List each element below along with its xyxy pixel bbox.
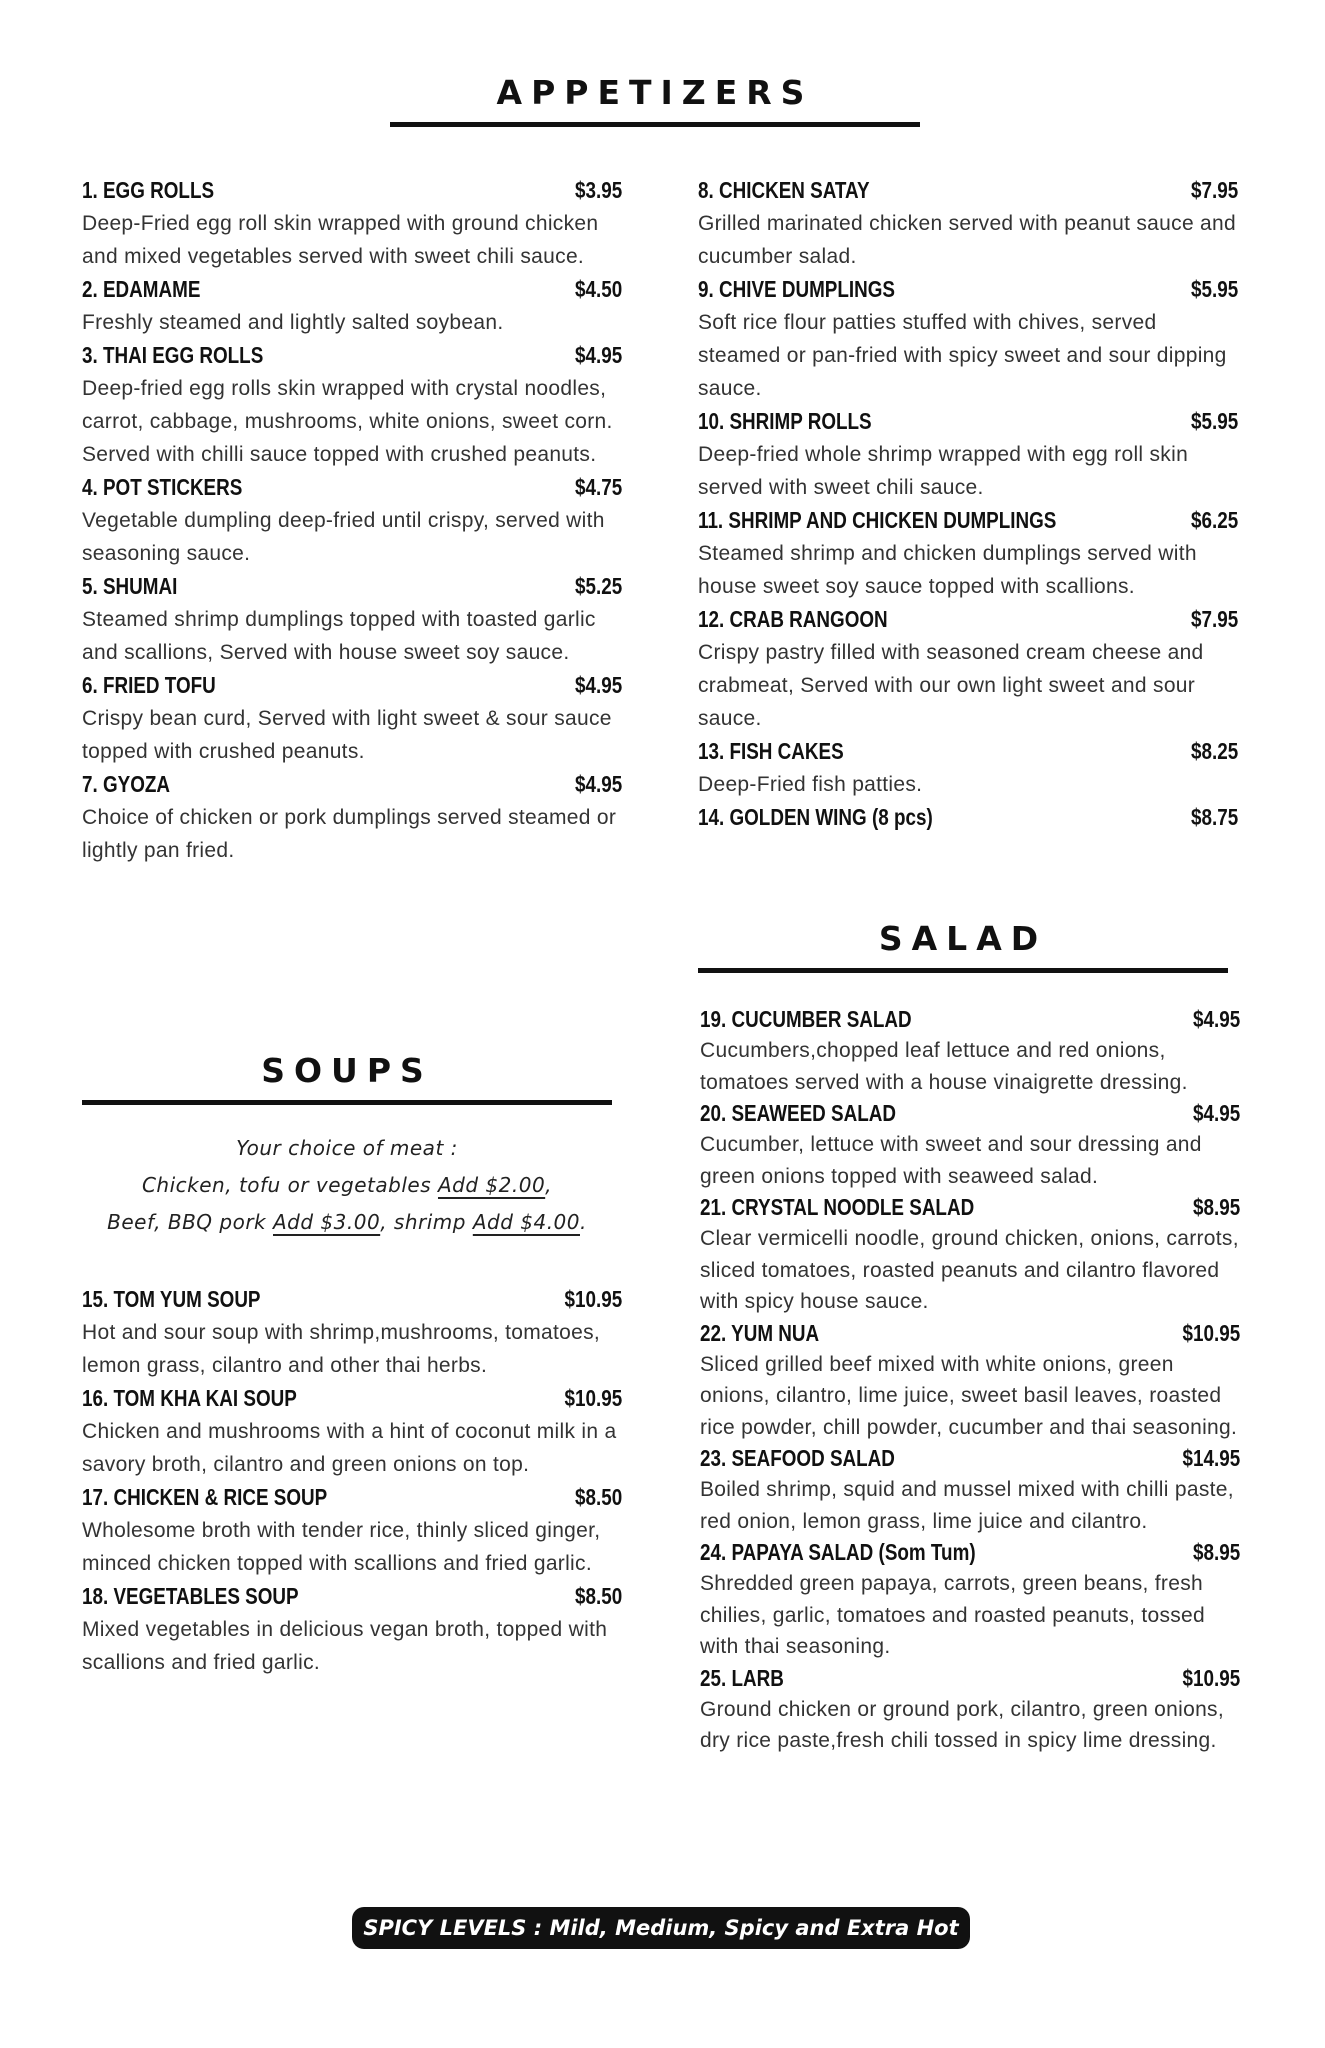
salad-heading: [698, 918, 1228, 973]
menu-item-name: 18. VEGETABLES SOUP: [82, 1583, 299, 1609]
menu-item-price: $10.95: [1182, 1319, 1241, 1346]
menu-item-price: $10.95: [1182, 1664, 1241, 1691]
salad-list: [700, 1004, 1240, 1757]
menu-item: [698, 603, 1238, 735]
menu-item-header: [700, 1192, 1240, 1223]
menu-item-name: 12. CRAB RANGOON: [698, 606, 888, 632]
salad-title: SALAD: [698, 918, 1228, 973]
appetizers-heading: [390, 72, 920, 127]
soup-addon-price: Add $3.00: [273, 1210, 381, 1234]
appetizers-left-column: [82, 174, 622, 867]
menu-item-name: 4. POT STICKERS: [82, 474, 243, 500]
menu-item-name: 10. SHRIMP ROLLS: [698, 408, 872, 434]
menu-item-name: 3. THAI EGG ROLLS: [82, 342, 264, 368]
soups-heading: [82, 1050, 612, 1105]
menu-item-name: 17. CHICKEN & RICE SOUP: [82, 1484, 328, 1510]
menu-item-description: Freshly steamed and lightly salted soybean.: [82, 311, 504, 334]
menu-item-header: [82, 1382, 622, 1415]
menu-item: [700, 1192, 1240, 1318]
menu-item: [82, 1382, 622, 1481]
menu-item-description: Choice of chicken or pork dumplings served steamed or lightly pan fried.: [82, 806, 617, 862]
menu-item-description: Crispy bean curd, Served with light sweet & sour sauce topped with crushed peanuts.: [82, 707, 612, 763]
menu-item: [698, 273, 1238, 405]
menu-item-price: $8.50: [575, 1484, 623, 1510]
soup-note-text: Chicken, tofu or vegetables: [141, 1173, 438, 1197]
menu-item-header: [82, 1283, 622, 1316]
soup-note-text: ,: [545, 1173, 553, 1197]
menu-item-description: Deep-fried egg rolls skin wrapped with crystal noodles, carrot, cabbage, mushrooms, white onions, sweet corn. Served with chilli sauce topped with crushed peanuts.: [82, 377, 613, 466]
menu-item-name: 11. SHRIMP AND CHICKEN DUMPLINGS: [698, 507, 1057, 533]
menu-item: [82, 471, 622, 570]
menu-item-name: 5. SHUMAI: [82, 573, 178, 599]
menu-item-name: 14. GOLDEN WING (8 pcs): [698, 804, 933, 830]
menu-item-header: [700, 1663, 1240, 1694]
menu-item-name: 20. SEAWEED SALAD: [700, 1100, 896, 1126]
menu-item-header: [698, 174, 1238, 207]
menu-item-description: Steamed shrimp dumplings topped with toasted garlic and scallions, Served with house sweet soy sauce.: [82, 608, 596, 664]
menu-item-header: [82, 471, 622, 504]
soup-addon-price: Add $2.00: [437, 1173, 546, 1197]
menu-item-description: Cucumbers,chopped leaf lettuce and red onions, tomatoes served with a house vinaigrette dressing.: [700, 1039, 1188, 1094]
menu-item: [698, 405, 1238, 504]
menu-item: [700, 1443, 1240, 1537]
soup-note-text: , shrimp: [380, 1210, 473, 1234]
menu-item-price: $5.95: [1191, 276, 1239, 302]
soup-note-text: Beef, BBQ pork: [107, 1210, 273, 1234]
soup-note-line-2: [82, 1167, 612, 1204]
menu-item-description: Clear vermicelli noodle, ground chicken, onions, carrots, sliced tomatoes, roasted peanuts and cilantro flavored with spicy house sauce.: [700, 1227, 1239, 1313]
menu-item-price: $7.95: [1191, 177, 1239, 203]
appetizers-title: APPETIZERS: [390, 72, 920, 127]
menu-item-name: 24. PAPAYA SALAD (Som Tum): [700, 1539, 976, 1565]
menu-item-description: Shredded green papaya, carrots, green beans, fresh chilies, garlic, tomatoes and roasted peanuts, tossed with thai seasoning.: [700, 1572, 1206, 1658]
menu-item-header: [82, 768, 622, 801]
spicy-levels-banner: SPICY LEVELS : Mild, Medium, Spicy and Extra Hot: [352, 1907, 970, 1949]
menu-item: [82, 1481, 622, 1580]
menu-item-price: $8.50: [575, 1583, 623, 1609]
menu-item-price: $14.95: [1182, 1445, 1241, 1471]
menu-item-description: Hot and sour soup with shrimp,mushrooms, tomatoes, lemon grass, cilantro and other thai herbs.: [82, 1321, 601, 1377]
menu-item-name: 19. CUCUMBER SALAD: [700, 1006, 912, 1032]
soup-addon-price: Add $4.00: [472, 1210, 580, 1234]
menu-item-description: Soft rice flour patties stuffed with chives, served steamed or pan-fried with spicy sweet and sour dipping sauce.: [698, 311, 1227, 400]
menu-item: [698, 735, 1238, 801]
menu-item: [82, 1283, 622, 1382]
menu-item-price: $10.95: [564, 1286, 623, 1312]
menu-item-description: Ground chicken or ground pork, cilantro, green onions, dry rice paste,fresh chili tossed in spicy lime dressing.: [700, 1697, 1224, 1752]
menu-item-header: [82, 1580, 622, 1613]
menu-item: [698, 504, 1238, 603]
menu-item: [82, 273, 622, 339]
menu-item-description: Deep-Fried fish patties.: [698, 773, 923, 796]
menu-item-header: [82, 669, 622, 702]
menu-item-price: $5.25: [575, 573, 623, 599]
menu-item-price: $4.95: [1193, 1100, 1241, 1126]
soups-title: SOUPS: [82, 1050, 612, 1105]
menu-item: [82, 339, 622, 471]
menu-item: [82, 768, 622, 867]
menu-item: [700, 1318, 1240, 1444]
menu-item-price: $3.95: [575, 177, 623, 203]
menu-item-description: Vegetable dumpling deep-fried until crispy, served with seasoning sauce.: [82, 509, 605, 565]
menu-item-header: [700, 1098, 1240, 1129]
menu-item-price: $4.95: [575, 672, 623, 698]
menu-item-description: Deep-Fried egg roll skin wrapped with ground chicken and mixed vegetables served with sweet chili sauce.: [82, 212, 599, 268]
soups-list: [82, 1283, 622, 1679]
menu-item-price: $4.95: [575, 771, 623, 797]
menu-item-name: 15. TOM YUM SOUP: [82, 1286, 261, 1312]
menu-item-header: [82, 273, 622, 306]
menu-item-price: $7.95: [1191, 606, 1239, 632]
menu-item-description: Wholesome broth with tender rice, thinly sliced ginger, minced chicken topped with scallions and fried garlic.: [82, 1519, 601, 1575]
menu-item-price: $8.95: [1193, 1194, 1241, 1220]
menu-item-description: Grilled marinated chicken served with peanut sauce and cucumber salad.: [698, 212, 1236, 268]
menu-item-header: [698, 735, 1238, 768]
menu-item-header: [698, 504, 1238, 537]
menu-item-name: 13. FISH CAKES: [698, 738, 844, 764]
menu-item-name: 21. CRYSTAL NOODLE SALAD: [700, 1194, 975, 1220]
menu-item: [82, 570, 622, 669]
menu-item-price: $10.95: [564, 1385, 623, 1411]
menu-item-description: Boiled shrimp, squid and mussel mixed with chilli paste, red onion, lemon grass, lime juice and cilantro.: [700, 1478, 1234, 1533]
menu-item-name: 6. FRIED TOFU: [82, 672, 216, 698]
menu-item: [700, 1663, 1240, 1757]
menu-item-name: 25. LARB: [700, 1664, 784, 1691]
menu-item-price: $4.95: [1193, 1006, 1241, 1032]
menu-item-price: $8.75: [1191, 804, 1239, 830]
menu-item-description: Deep-fried whole shrimp wrapped with egg roll skin served with sweet chili sauce.: [698, 443, 1189, 499]
menu-item-header: [82, 570, 622, 603]
menu-item-price: $4.75: [575, 474, 623, 500]
menu-item: [700, 1537, 1240, 1663]
menu-item-header: [82, 339, 622, 372]
menu-item-header: [698, 603, 1238, 636]
menu-item-description: Steamed shrimp and chicken dumplings served with house sweet soy sauce topped with scallions.: [698, 542, 1197, 598]
menu-item-price: $6.25: [1191, 507, 1239, 533]
menu-item: [82, 1580, 622, 1679]
menu-item-header: [698, 273, 1238, 306]
menu-item-name: 9. CHIVE DUMPLINGS: [698, 276, 896, 302]
soup-note-line-1: Your choice of meat :: [236, 1136, 458, 1160]
menu-item: [698, 174, 1238, 273]
menu-item-description: Sliced grilled beef mixed with white onions, green onions, cilantro, lime juice, sweet basil leaves, roasted rice powder, chill powder, cucumber and thai seasoning.: [700, 1352, 1238, 1439]
menu-item-name: 1. EGG ROLLS: [82, 177, 215, 203]
menu-item-description: Mixed vegetables in delicious vegan broth, topped with scallions and fried garlic.: [82, 1618, 608, 1674]
menu-item: [700, 1004, 1240, 1098]
menu-item-price: $8.25: [1191, 738, 1239, 764]
menu-item-header: [698, 801, 1238, 834]
menu-item-name: 2. EDAMAME: [82, 276, 201, 302]
menu-item-name: 23. SEAFOOD SALAD: [700, 1445, 895, 1471]
menu-item-description: Crispy pastry filled with seasoned cream cheese and crabmeat, Served with our own light sweet and sour sauce.: [698, 641, 1204, 730]
appetizers-right-column: [698, 174, 1238, 834]
menu-item-price: $5.95: [1191, 408, 1239, 434]
menu-item-price: $8.95: [1193, 1539, 1241, 1565]
menu-item-header: [700, 1004, 1240, 1035]
menu-item-price: $4.50: [575, 276, 623, 302]
menu-item: [700, 1098, 1240, 1192]
menu-item-header: [82, 1481, 622, 1514]
soup-note-line-3: [82, 1204, 612, 1241]
menu-item-description: Cucumber, lettuce with sweet and sour dressing and green onions topped with seaweed salad.: [700, 1133, 1202, 1188]
menu-item-header: [698, 405, 1238, 438]
menu-item: [82, 174, 622, 273]
menu-item-header: [82, 174, 622, 207]
menu-item-name: 7. GYOZA: [82, 771, 171, 797]
menu-item-name: 8. CHICKEN SATAY: [698, 177, 870, 203]
menu-item: [698, 801, 1238, 834]
menu-item-header: [700, 1443, 1240, 1474]
menu-item-price: $4.95: [575, 342, 623, 368]
menu-item-header: [700, 1537, 1240, 1568]
menu-item: [82, 669, 622, 768]
menu-item-name: 16. TOM KHA KAI SOUP: [82, 1385, 297, 1411]
menu-item-name: 22. YUM NUA: [700, 1319, 820, 1346]
menu-item-header: [700, 1318, 1240, 1349]
soup-meat-note: [82, 1130, 612, 1241]
soup-note-text: .: [580, 1210, 587, 1234]
menu-item-description: Chicken and mushrooms with a hint of coconut milk in a savory broth, cilantro and green onions on top.: [82, 1420, 617, 1476]
